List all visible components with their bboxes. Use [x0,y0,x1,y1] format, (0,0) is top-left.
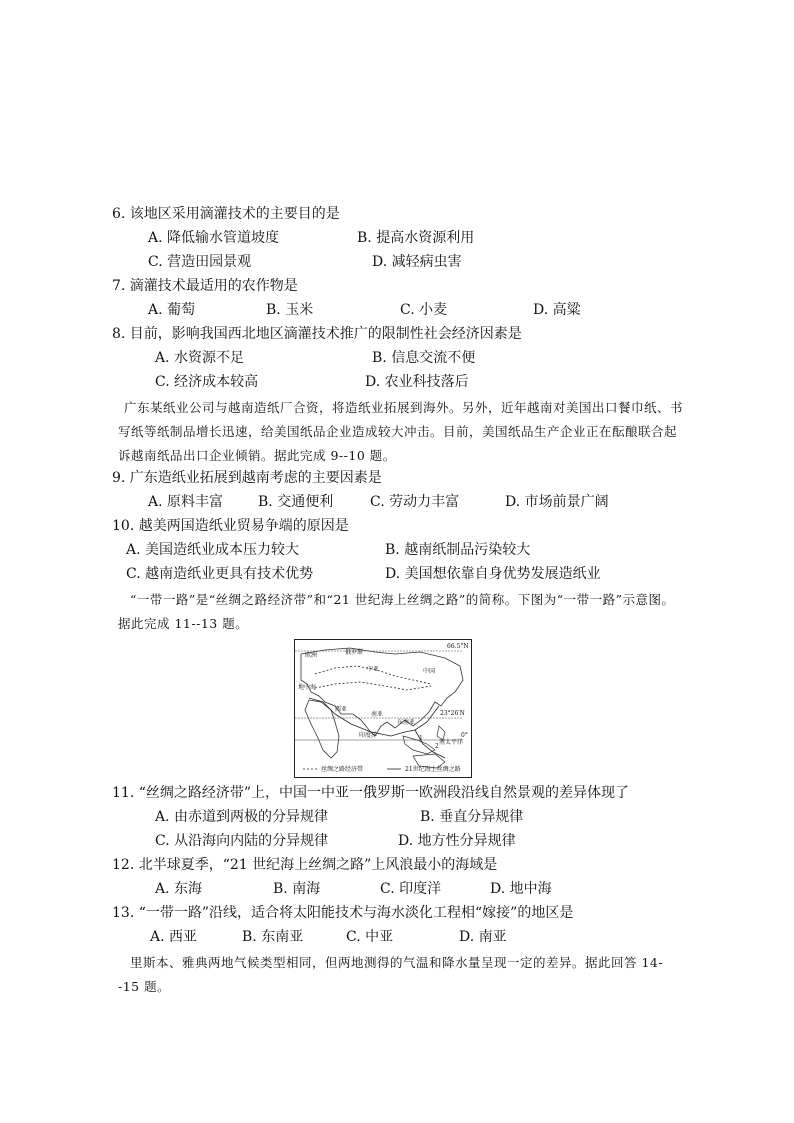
map-label-europe: 欧洲 [305,652,318,659]
q10-option-d: D. 美国想依靠自身优势发展造纸业 [385,566,601,582]
map-label-china: 中国 [423,668,436,675]
q12-stem: 12. 北半球夏季，“21 世纪海上丝绸之路”上风浪最小的海域是 [112,857,498,873]
q13-option-a: A. 西亚 [150,929,198,945]
map-label-num-2: 2 [435,743,439,750]
map-label-russia: 俄罗斯 [345,649,364,656]
q9-stem: 9. 广东造纸业拓展到越南考虑的主要因素是 [112,470,382,486]
q11-option-d: D. 地方性分异规律 [398,833,516,849]
q12-option-b: B. 南海 [273,881,321,897]
q8-option-a: A. 水资源不足 [155,350,245,366]
q6-stem: 6. 该地区采用滴灌技术的主要目的是 [112,206,340,222]
q11-option-c: C. 从沿海向内陆的分异规律 [155,833,329,849]
passage-11-13: “一带一路”是“丝绸之路经济带”和“21 世纪海上丝绸之路”的简称。下图为“一带一路”示意图。据此完成 11--13 题。 [118,592,675,631]
map-label-west-asia: 西亚 [335,706,348,713]
q8-option-c: C. 经济成本较高 [155,374,259,390]
map-label-num-1: 1 [419,735,423,742]
q9-option-b: B. 交通便利 [258,494,334,510]
q10-option-a: A. 美国造纸业成本压力较大 [126,542,300,558]
q8-option-d: D. 农业科技落后 [365,374,469,390]
q9-option-a: A. 原料丰富 [148,494,224,510]
q8-option-b: B. 信息交流不便 [372,350,476,366]
belt-and-road-map [294,639,472,778]
passage-9-10: 广东某纸业公司与越南造纸厂合资，将造纸业拓展到海外。另外，近年越南对美国出口餐巾纸、书写纸等纸制品增长迅速，给美国纸品企业造成较大冲击。目前，美国纸品生产企业正在酝酿联合起诉越南纸品出口企业倾销。据此完成 9--10 题。 [118,400,684,463]
map-label-lat-23: 23°26′N [440,710,465,717]
q12-option-a: A. 东海 [155,881,203,897]
q13-option-c: C. 中亚 [346,929,394,945]
q7-stem: 7. 滴灌技术最适用的农作物是 [112,278,298,294]
q6-option-c: C. 营造田园景观 [148,254,252,270]
q7-option-d: D. 高粱 [533,302,581,318]
map-label-mediterranean: 地中海 [298,684,317,691]
q6-option-d: D. 减轻病虫害 [372,254,462,270]
q10-option-c: C. 越南造纸业更具有技术优势 [126,566,314,582]
q12-option-d: D. 地中海 [490,881,552,897]
q13-option-d: D. 南亚 [459,929,507,945]
q11-stem: 11. “丝绸之路经济带”上，中国一中亚一俄罗斯一欧洲段沿线自然景观的差异体现了 [112,785,630,801]
q6-option-a: A. 降低输水管道坡度 [148,230,280,246]
q12-option-c: C. 印度洋 [380,881,442,897]
q8-stem: 8. 目前，影响我国西北地区滴灌技术推广的限制性社会经济因素是 [112,326,522,342]
q6-option-b: B. 提高水资源利用 [357,230,475,246]
map-drawing [295,640,471,777]
q11-option-b: B. 垂直分异规律 [420,809,524,825]
map-legend-land-route: 丝绸之路经济带 [321,766,364,773]
passage-14-15: 里斯本、雅典两地气候类型相同，但两地测得的气温和降水量呈现一定的差异。据此回答 14--15 题。 [118,955,664,994]
map-label-lat-66: 66.5°N [447,643,469,650]
map-label-southeast-asia: 东南亚 [397,719,416,726]
map-label-south-asia: 南亚 [371,711,384,718]
q13-stem: 13. “一带一路”沿线，适合将太阳能技术与海水淡化工程相“嫁接”的地区是 [112,905,574,921]
map-label-central-asia: 中亚 [367,666,380,673]
q9-option-d: D. 市场前景广阔 [505,494,609,510]
map-label-indian-ocean: 印度洋 [359,732,378,739]
map-label-lat-0: 0° [461,732,468,739]
q10-option-b: B. 越南纸制品污染较大 [385,542,531,558]
q11-option-a: A. 由赤道到两极的分异规律 [155,809,329,825]
q7-option-c: C. 小麦 [400,302,448,318]
q9-option-c: C. 劳动力丰富 [370,494,460,510]
map-legend-sea-route: 21世纪海上丝绸之路 [405,766,461,773]
q10-stem: 10. 越美两国造纸业贸易争端的原因是 [112,518,349,534]
map-label-south-pacific: 南太平洋 [439,739,464,746]
q7-option-a: A. 葡萄 [148,302,196,318]
q7-option-b: B. 玉米 [266,302,314,318]
q13-option-b: B. 东南亚 [242,929,304,945]
